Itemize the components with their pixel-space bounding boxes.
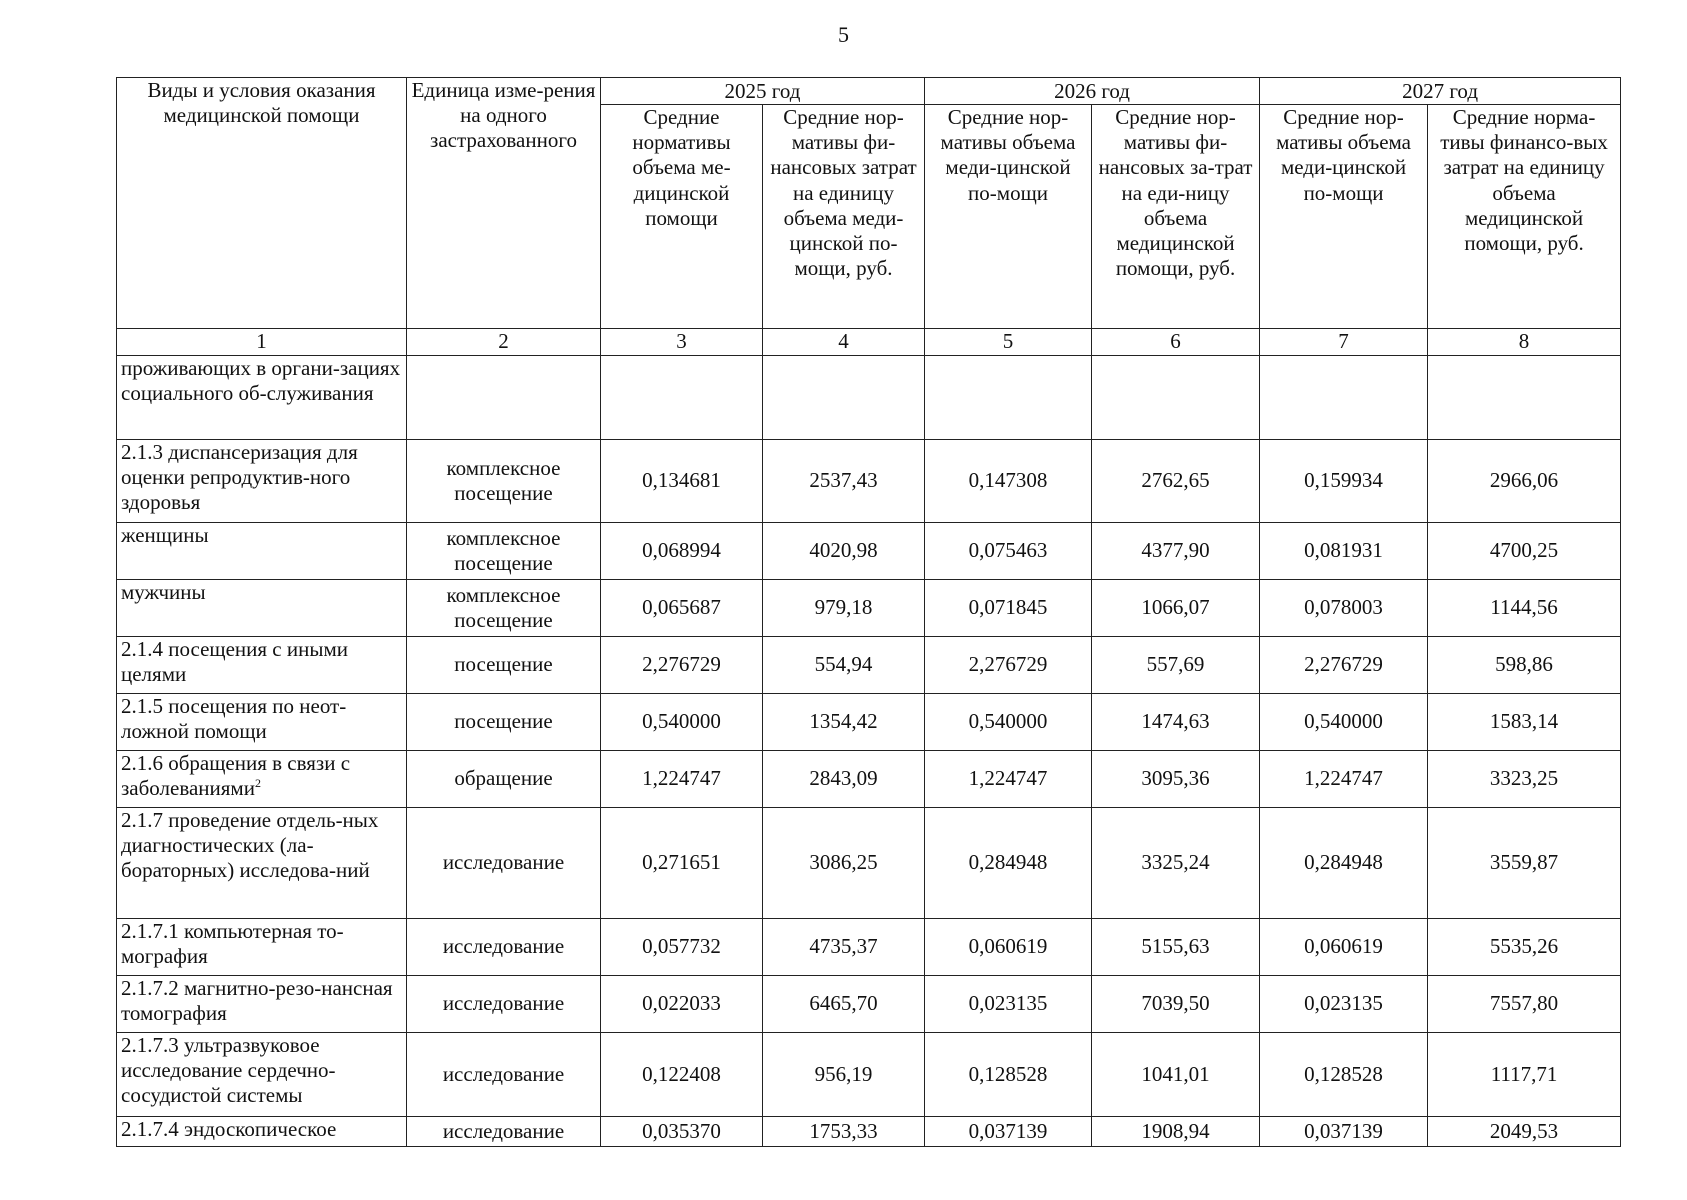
row-value: 1,224747 — [601, 751, 763, 808]
row-unit: исследование — [407, 976, 601, 1033]
row-value: 0,037139 — [1260, 1117, 1428, 1147]
header-sub-6: Средние нор-мативы фи-нансовых за-трат на еди-ницу объема медицинской помощи, руб. — [1092, 105, 1260, 329]
row-value: 4020,98 — [763, 523, 925, 580]
header-sub-8: Средние норма-тивы финансо-вых затрат на единицу объема медицинской помощи, руб. — [1428, 105, 1621, 329]
table-row — [117, 356, 1621, 440]
row-value: 0,134681 — [601, 440, 763, 523]
row-value: 1474,63 — [1092, 694, 1260, 751]
row-value — [1092, 356, 1260, 440]
row-value: 2,276729 — [601, 637, 763, 694]
row-value: 2762,65 — [1092, 440, 1260, 523]
row-value: 1066,07 — [1092, 580, 1260, 637]
row-value: 0,284948 — [925, 808, 1092, 919]
row-value: 2843,09 — [763, 751, 925, 808]
row-value: 2049,53 — [1428, 1117, 1621, 1147]
row-unit: комплексное посещение — [407, 523, 601, 580]
column-number: 5 — [925, 329, 1092, 356]
row-value: 1144,56 — [1428, 580, 1621, 637]
table-row — [117, 580, 1621, 637]
row-value: 6465,70 — [763, 976, 925, 1033]
row-value: 3086,25 — [763, 808, 925, 919]
column-number: 6 — [1092, 329, 1260, 356]
row-name: 2.1.4 посещения с иными целями — [117, 637, 407, 694]
row-value: 2,276729 — [925, 637, 1092, 694]
row-value: 1117,71 — [1428, 1033, 1621, 1117]
row-value: 0,128528 — [925, 1033, 1092, 1117]
table-row — [117, 751, 1621, 808]
header-col-2: Единица изме-рения на одного застрахованного — [407, 78, 601, 329]
row-value: 0,060619 — [1260, 919, 1428, 976]
header-col-1: Виды и условия оказания медицинской помощи — [117, 78, 407, 329]
row-value: 1753,33 — [763, 1117, 925, 1147]
column-number: 2 — [407, 329, 601, 356]
table-row — [117, 1033, 1621, 1117]
table-row — [117, 976, 1621, 1033]
column-number: 1 — [117, 329, 407, 356]
header-sub-5: Средние нор-мативы объема меди-цинской по-мощи — [925, 105, 1092, 329]
header-year-2027: 2027 год — [1260, 78, 1621, 105]
row-value: 2,276729 — [1260, 637, 1428, 694]
row-name: 2.1.3 диспансеризация для оценки репродуктив-ного здоровья — [117, 440, 407, 523]
column-number: 4 — [763, 329, 925, 356]
row-value: 7039,50 — [1092, 976, 1260, 1033]
row-value: 2966,06 — [1428, 440, 1621, 523]
row-value: 979,18 — [763, 580, 925, 637]
header-sub-4: Средние нор-мативы фи-нансовых затрат на единицу объема меди-цинской по-мощи, руб. — [763, 105, 925, 329]
table-row — [117, 919, 1621, 976]
column-number: 7 — [1260, 329, 1428, 356]
row-value: 598,86 — [1428, 637, 1621, 694]
row-value: 557,69 — [1092, 637, 1260, 694]
row-value: 0,128528 — [1260, 1033, 1428, 1117]
row-value: 4700,25 — [1428, 523, 1621, 580]
row-value: 0,022033 — [601, 976, 763, 1033]
row-value — [1260, 356, 1428, 440]
row-value: 956,19 — [763, 1033, 925, 1117]
row-value: 0,284948 — [1260, 808, 1428, 919]
header-year-2025: 2025 год — [601, 78, 925, 105]
row-value: 3559,87 — [1428, 808, 1621, 919]
row-value: 5535,26 — [1428, 919, 1621, 976]
table-body — [117, 356, 1621, 1147]
row-name-text: 2.1.6 обращения в связи с заболеваниями — [121, 751, 351, 801]
row-value: 0,078003 — [1260, 580, 1428, 637]
row-unit: исследование — [407, 808, 601, 919]
row-value: 1583,14 — [1428, 694, 1621, 751]
row-value: 0,023135 — [925, 976, 1092, 1033]
row-value: 1,224747 — [1260, 751, 1428, 808]
row-value: 0,035370 — [601, 1117, 763, 1147]
row-value: 0,540000 — [1260, 694, 1428, 751]
row-value: 1908,94 — [1092, 1117, 1260, 1147]
table-row — [117, 694, 1621, 751]
row-name: мужчины — [117, 580, 407, 637]
row-value: 2537,43 — [763, 440, 925, 523]
row-value: 0,037139 — [925, 1117, 1092, 1147]
row-value: 0,159934 — [1260, 440, 1428, 523]
row-value: 0,540000 — [601, 694, 763, 751]
row-name: 2.1.7.3 ультразвуковое исследование сердечно-сосудистой системы — [117, 1033, 407, 1117]
row-value: 0,060619 — [925, 919, 1092, 976]
table-row — [117, 637, 1621, 694]
row-name: 2.1.7.2 магнитно-резо-нансная томография — [117, 976, 407, 1033]
row-value: 0,075463 — [925, 523, 1092, 580]
row-value: 1354,42 — [763, 694, 925, 751]
header-sub-3: Средние нормативы объема ме-дицинской помощи — [601, 105, 763, 329]
row-unit: исследование — [407, 1117, 601, 1147]
row-unit: комплексное посещение — [407, 580, 601, 637]
row-unit: посещение — [407, 637, 601, 694]
row-name: 2.1.7.4 эндоскопическое — [117, 1117, 407, 1147]
row-value: 0,540000 — [925, 694, 1092, 751]
norms-table — [116, 77, 1621, 1147]
footnote-marker: 2 — [254, 776, 261, 791]
row-value: 0,271651 — [601, 808, 763, 919]
row-unit: исследование — [407, 919, 601, 976]
page-number: 5 — [838, 22, 849, 47]
header-year-2026: 2026 год — [925, 78, 1260, 105]
row-value — [1428, 356, 1621, 440]
row-value: 3323,25 — [1428, 751, 1621, 808]
row-value — [601, 356, 763, 440]
row-value: 1041,01 — [1092, 1033, 1260, 1117]
row-name — [117, 751, 407, 808]
row-value: 0,147308 — [925, 440, 1092, 523]
header-row-years — [117, 78, 1621, 105]
table-row — [117, 523, 1621, 580]
row-value: 3095,36 — [1092, 751, 1260, 808]
row-name: женщины — [117, 523, 407, 580]
row-value: 0,057732 — [601, 919, 763, 976]
row-value — [925, 356, 1092, 440]
row-value — [763, 356, 925, 440]
row-unit: исследование — [407, 1033, 601, 1117]
row-value: 0,081931 — [1260, 523, 1428, 580]
row-value: 0,068994 — [601, 523, 763, 580]
row-unit — [407, 356, 601, 440]
row-name: 2.1.5 посещения по неот-ложной помощи — [117, 694, 407, 751]
column-number: 3 — [601, 329, 763, 356]
row-unit: обращение — [407, 751, 601, 808]
row-value: 3325,24 — [1092, 808, 1260, 919]
column-numbers-row — [117, 329, 1621, 356]
row-value: 5155,63 — [1092, 919, 1260, 976]
table-row — [117, 440, 1621, 523]
row-value: 4377,90 — [1092, 523, 1260, 580]
row-name: проживающих в органи-зациях социального об-служивания — [117, 356, 407, 440]
column-number: 8 — [1428, 329, 1621, 356]
row-value: 0,122408 — [601, 1033, 763, 1117]
row-name: 2.1.7 проведение отдель-ных диагностических (ла-бораторных) исследова-ний — [117, 808, 407, 919]
row-value: 0,023135 — [1260, 976, 1428, 1033]
row-value: 4735,37 — [763, 919, 925, 976]
table-row — [117, 1117, 1621, 1147]
row-unit: посещение — [407, 694, 601, 751]
table-row — [117, 808, 1621, 919]
row-value: 554,94 — [763, 637, 925, 694]
row-value: 0,071845 — [925, 580, 1092, 637]
row-value: 0,065687 — [601, 580, 763, 637]
row-value: 7557,80 — [1428, 976, 1621, 1033]
row-value: 1,224747 — [925, 751, 1092, 808]
row-name: 2.1.7.1 компьютерная то-мография — [117, 919, 407, 976]
header-sub-7: Средние нор-мативы объема меди-цинской по-мощи — [1260, 105, 1428, 329]
row-unit: комплексное посещение — [407, 440, 601, 523]
